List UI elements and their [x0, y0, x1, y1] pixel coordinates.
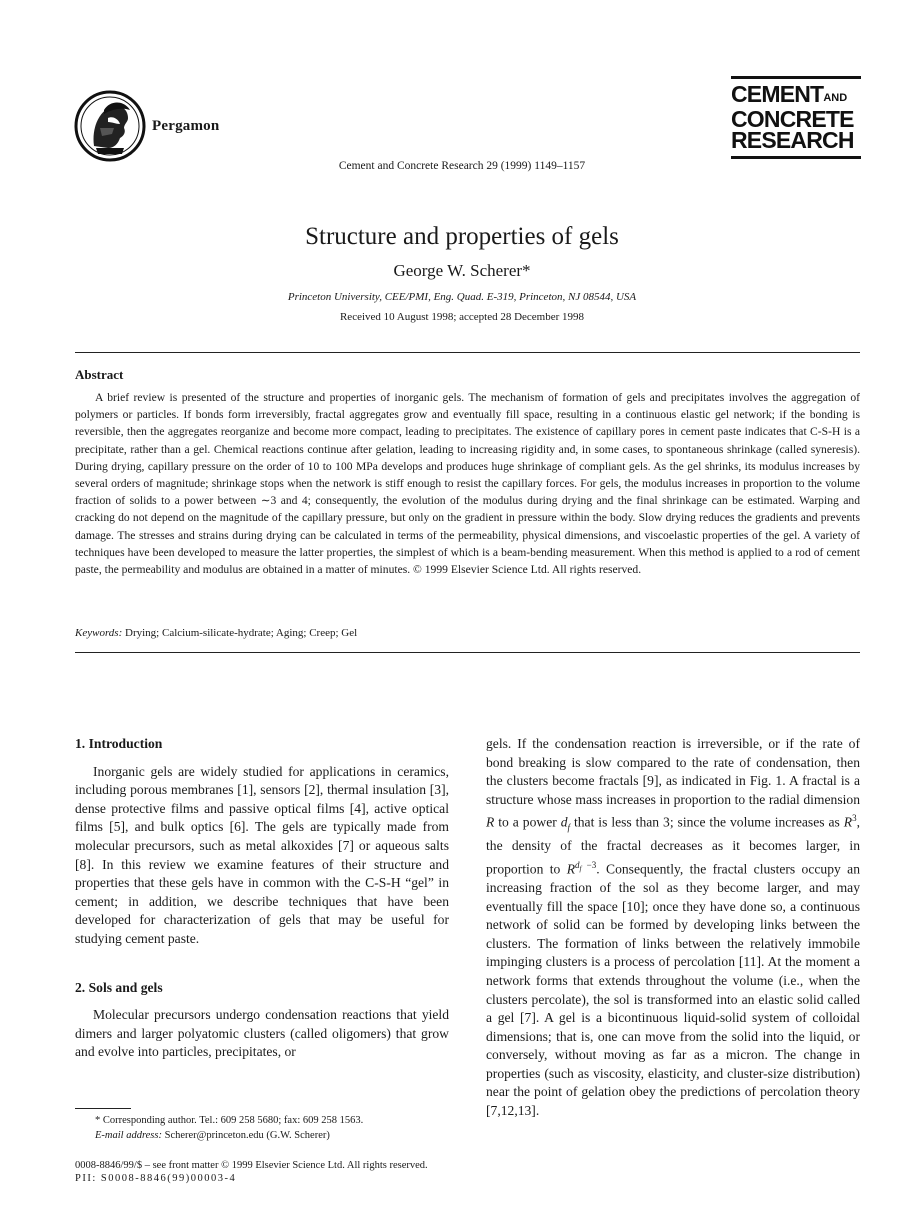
corresponding-author-footnote: * Corresponding author. Tel.: 609 258 5680; fax: 609 258 1563. — [95, 1115, 364, 1126]
article-author: George W. Scherer* — [393, 261, 531, 280]
introduction-paragraph: Inorganic gels are widely studied for applications in ceramics, including porous membranes [1], sensors [2], thermal insulation [3], dense protective films and passive optical films [4], active optical films [5], and bulk optics [6]. The gels are typically made from molecular precursors, such as metal alkoxides [7] or aqueous salts [8]. In this review we examine features of their structure and properties that these gels have in common with the C-S-H “gel” in cement; in addition, we describe techniques that have been developed for characterization of gels that may be useful for studying cement paste. — [75, 763, 449, 946]
abstract-top-rule — [75, 352, 860, 353]
keywords-label: Keywords: — [75, 627, 123, 639]
section-heading-introduction: 1. Introduction — [75, 736, 163, 751]
author-affiliation: Princeton University, CEE/PMI, Eng. Quad. E-319, Princeton, NJ 08544, USA — [287, 291, 637, 303]
footnote-rule — [75, 1108, 131, 1109]
left-column — [75, 735, 449, 1062]
brand-top-bar — [731, 76, 861, 79]
sols-paragraph: Molecular precursors undergo condensation reactions that yield dimers and larger polyatomic clusters (called oligomers) that grow and evolve into particles, precipitates, or — [75, 1007, 449, 1060]
brand-line-3: RESEARCH — [731, 127, 854, 153]
pii-identifier: PII: S0008-8846(99)00003-4 — [75, 1173, 237, 1184]
section-heading-sols-and-gels: 2. Sols and gels — [75, 979, 163, 995]
brand-line-1: CEMENTAND — [731, 81, 848, 107]
pergamon-logo-icon — [74, 88, 146, 164]
right-column — [486, 735, 860, 1121]
front-matter-copyright: 0008-8846/99/$ – see front matter © 1999 Elsevier Science Ltd. All rights reserved. — [75, 1160, 428, 1171]
sols-continuation-paragraph: gels. If the condensation reaction is irreversible, or if the rate of bond breaking is slow compared to the rate of condensation, then the clusters become fractals [9], as indicated in Fig. 1. A fractal is a structure whose mass increases in proportion to the radial dimension R to a power $d_f$ that is less than 3; since the volume increases as $R^3$, the density of the fractal decreases as it becomes larger, in proportion to $R^{d_f -3}$. Consequently, the fractal clusters occupy an increasing fraction of the sol as they become larger, and may eventually fill the space [10]; once they have done so, a continuous network of solid can be formed by developing links between the clusters. The formation of links between the relatively immobile impinging clusters is a process of percolation [11]. At the moment a network forms that extends throughout the volume (i.e., when the clusters percolate), the sol is transformed into an elastic solid called a gel [7]. A gel is a bicontinuous liquid-solid system of colloidal dimensions; that is, one can move from the solid into the liquid, or conversely, without moving as far as a micron. The change in properties (such as viscosity, elasticity, and cluster-size distribution) near the point of gelation obey the predictions of percolation theory [7,12,13]. — [486, 736, 860, 1119]
journal-citation: Cement and Concrete Research 29 (1999) 1149–1157 — [338, 160, 586, 172]
abstract-text: A brief review is presented of the structure and properties of inorganic gels. The mechanism of formation of gels and precipitates involves the aggregation of polymers or particles. If bonds form irreversibly, fractal aggregates grow and eventually fill space, resulting in a continuous elastic gel network; if the bonding is reversible, then the aggregates reorganize and become more compact, leading to precipitates. The existence of capillary pores in cement paste indicates that C-S-H is a precipitate, rather than a gel. Chemical reactions continue after gelation, leading to increasing rigidity and, in some cases, to spontaneous shrinkage (called syneresis). During drying, capillary pressure on the order of 10 to 100 MPa develops and produces huge shrinkage of compliant gels. As the gel shrinks, its modulus increases by several orders of magnitude; shrinkage stops when the network is stiff enough to resist the capillary forces. For gels, the modulus increases in proportion to the volume fraction of solids to a power between ∼3 and 4; consequently, the evolution of the modulus during drying and the final shrinkage can be estimated. Warping and cracking do not depend on the magnitude of the capillary pressure, but only on the gradient in pressure within the body. Slow drying reduces the gradients and prevents damage. The stresses and strains during drying can be calculated in terms of the permeability, physical dimensions, and viscoelastic properties of the gel. A variety of techniques have been developed to measure the latter properties, the simplest of which is a beam-bending measurement. When this method is applied to a rod of cement paste, the permeability and modulus are obtained in a matter of minutes. © 1999 Elsevier Science Ltd. All rights reserved. — [75, 391, 860, 577]
abstract-heading: Abstract — [75, 367, 124, 382]
article-title: Structure and properties of gels — [305, 223, 619, 250]
brand-line-2: CONCRETE — [731, 106, 854, 132]
keywords — [75, 627, 357, 639]
brand-bottom-bar — [731, 156, 861, 159]
journal-brand-logo — [731, 76, 861, 159]
received-dates: Received 10 August 1998; accepted 28 December 1998 — [339, 311, 585, 323]
publisher-name: Pergamon — [152, 118, 220, 134]
abstract-bottom-rule — [75, 652, 860, 653]
email-address: Scherer@princeton.edu (G.W. Scherer) — [161, 1130, 330, 1141]
keywords-values: Drying; Calcium-silicate-hydrate; Aging; Creep; Gel — [125, 627, 358, 639]
email-footnote: E-mail address: Scherer@princeton.edu (G.W. Scherer) — [95, 1130, 330, 1141]
